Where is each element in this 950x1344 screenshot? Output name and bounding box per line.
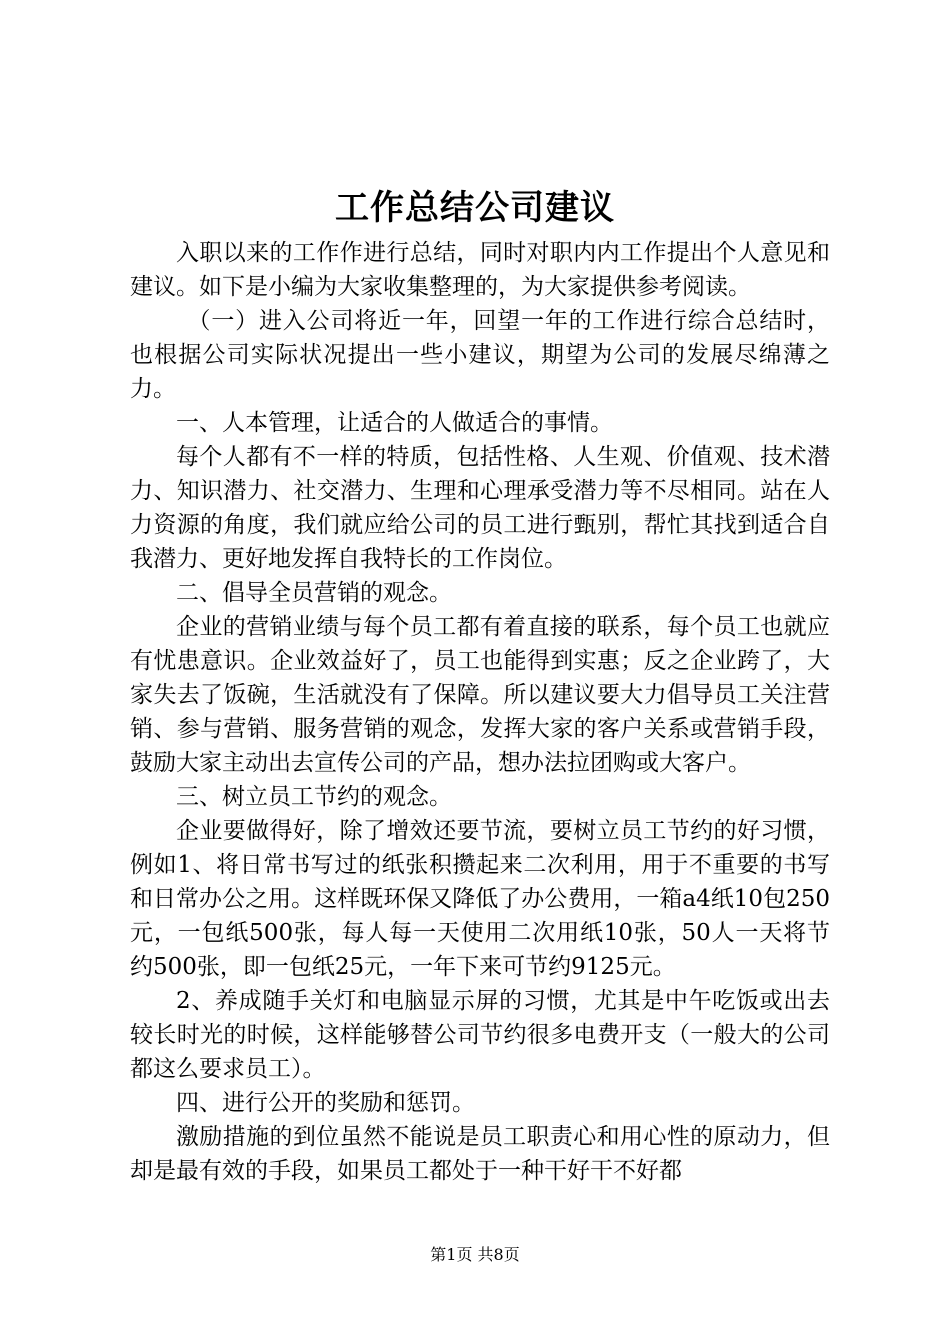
heading-marketing: 二、倡导全员营销的观念。 xyxy=(176,580,452,606)
paragraph-marketing: 企业的营销业绩与每个员工都有着直接的联系，每个员工也就应有忧患意识。企业效益好了，员工也能得到实惠；反之企业跨了，大家失去了饭碗，生活就没有了保障。所以建议要大力倡导员工关注营销、参与营销、服务营销的观念，发挥大家的客户关系或营销手段，鼓励大家主动出去宣传公司的产品，想办法拉团购或大客户。 xyxy=(130,614,830,776)
document-title: 工作总结公司建议 xyxy=(335,188,615,228)
paragraph-intro: 入职以来的工作作进行总结，同时对职内内工作提出个人意见和建议。如下是小编为大家收集整理的，为大家提供参考阅读。 xyxy=(130,240,830,300)
paragraph-saving-paper: 企业要做得好，除了增效还要节流，要树立员工节约的好习惯，例如1、将日常书写过的纸张积攒起来二次利用，用于不重要的书写和日常办公之用。这样既环保又降低了办公费用，一箱a4纸10包250元，一包纸500张，每人每一天使用二次用纸10张，50人一天将节约500张，即一包纸25元，一年下来可节约9125元。 xyxy=(130,818,830,980)
paragraph-rewards: 激励措施的到位虽然不能说是员工职责心和用心性的原动力，但却是最有效的手段，如果员工都处于一种干好干不好都 xyxy=(130,1124,830,1184)
paragraph-section-one-intro: （一）进入公司将近一年，回望一年的工作进行综合总结时，也根据公司实际状况提出一些小建议，期望为公司的发展尽绵薄之力。 xyxy=(130,308,830,402)
document-body xyxy=(130,236,830,1188)
paragraph-saving-electricity: 2、养成随手关灯和电脑显示屏的习惯，尤其是中午吃饭或出去较长时光的时候，这样能够替公司节约很多电费开支（一般大的公司都这么要求员工）。 xyxy=(130,988,830,1082)
heading-people-management: 一、人本管理，让适合的人做适合的事情。 xyxy=(176,410,613,436)
heading-saving: 三、树立员工节约的观念。 xyxy=(176,784,452,810)
page-footer: 第1页 共8页 xyxy=(430,1245,520,1264)
paragraph-people-management: 每个人都有不一样的特质，包括性格、人生观、价值观、技术潜力、知识潜力、社交潜力、生理和心理承受潜力等不尽相同。站在人力资源的角度，我们就应给公司的员工进行甄别，帮忙其找到适合自我潜力、更好地发挥自我特长的工作岗位。 xyxy=(130,444,830,572)
heading-rewards: 四、进行公开的奖励和惩罚。 xyxy=(176,1090,475,1116)
